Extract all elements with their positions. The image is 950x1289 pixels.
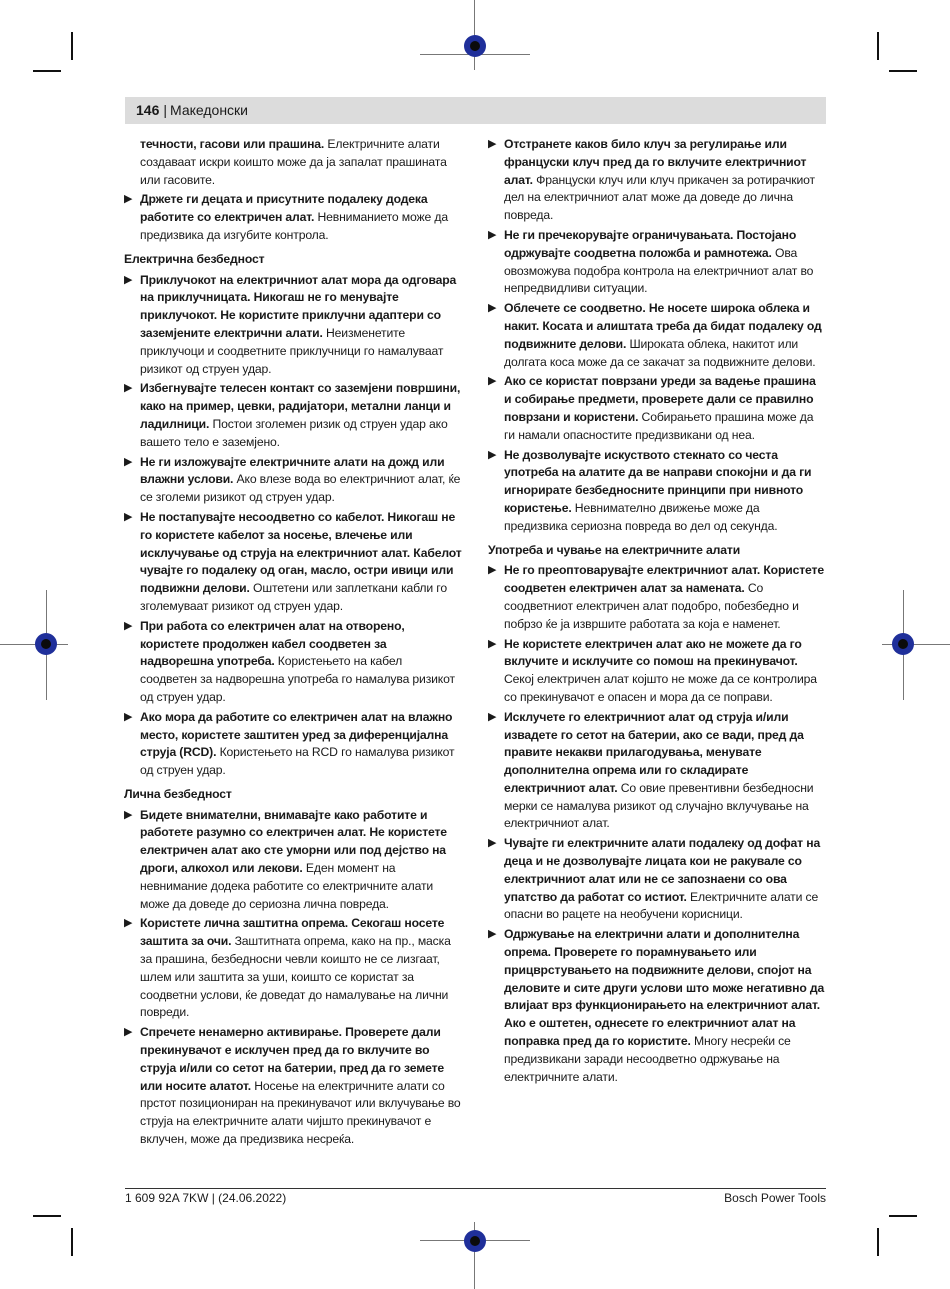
registration-target-top-icon <box>464 35 486 57</box>
crop-mark-top-right-h <box>889 70 917 72</box>
explanation-text: Електричните алати се опасни во рацете на необучени корисници. <box>504 889 819 922</box>
crop-mark-bottom-right-h <box>889 1215 917 1217</box>
section-heading: Лична безбедност <box>124 786 232 801</box>
bullet-triangle-icon: ▶ <box>488 710 497 723</box>
bullet-triangle-icon: ▶ <box>124 193 133 206</box>
bullet-item <box>488 709 826 834</box>
bold-instruction: Отстранете каков било клуч за регулирање или француски клуч пред да го вклучите електричниот алат. <box>504 137 807 187</box>
bullet-triangle-icon: ▶ <box>124 510 133 523</box>
bold-instruction: Не ги изложувајте електричните алати на дожд или влажни услови. <box>140 454 445 487</box>
explanation-text: Користењето на кабел соодветен за надворешна употреба го намалува ризикот од струен удар. <box>140 654 455 704</box>
bullet-item <box>488 926 826 1086</box>
bold-instruction: Бидете внимателни, внимавајте како работите и работете разумно со електричен алат. Не користете електричен алат ако сте уморни или под дејство на дроги, алкохол или лекови. <box>140 807 447 876</box>
bullet-triangle-icon: ▶ <box>488 448 497 461</box>
explanation-text: Со соодветниот електричен алат подобро, побезбедно и побрзо ќе ја извршите работата за која е наменет. <box>504 581 799 631</box>
bullet-item <box>124 618 462 707</box>
bullet-item <box>488 835 826 924</box>
bold-instruction: Ако се користат поврзани уреди за вадење прашина и собирање предмети, проверете дали се правилно поврзани и користени. <box>504 374 816 424</box>
explanation-text: Многу несреќи се предизвикани заради несоодветно одржување на електричните алати. <box>504 1034 791 1084</box>
explanation-text: Невнимателно движење може да предизвика сериозна повреда во дел од секунда. <box>504 500 778 533</box>
bullet-item <box>488 636 826 707</box>
bold-instruction: течности, гасови или прашина. <box>140 137 325 151</box>
bullet-triangle-icon: ▶ <box>488 302 497 315</box>
right-column <box>488 136 826 1088</box>
page-number: 146 <box>136 102 160 118</box>
footer-rule <box>125 1188 826 1189</box>
bullet-item <box>124 509 462 616</box>
crop-mark-top-right-v <box>877 32 879 60</box>
bold-instruction: Не користете електричен алат ако не можете да го вклучите и исклучите со помош на прекинувачот. <box>504 636 802 669</box>
section-heading: Употреба и чување на електричните алати <box>488 542 741 557</box>
bold-instruction: Исклучете го електричниот алат од струја и/или извадете го сетот на батерии, ако се вади, пред да правите некакви прилагодувања, менувате дополнителна опрема или го складирате електричниот алат. <box>504 709 804 795</box>
explanation-text: Француски клуч или клуч прикачен за ротирачкиот дел на електричниот алат може да доведе до лична повреда. <box>504 172 815 223</box>
bullet-triangle-icon: ▶ <box>124 273 133 286</box>
bullet-item <box>124 454 462 507</box>
explanation-text: Оштетени или заплеткани кабли го зголемуваат ризикот од струен удар. <box>140 581 447 613</box>
explanation-text: Невниманието може да предизвика да изгубите контрола. <box>140 210 448 242</box>
bullet-item <box>488 136 826 225</box>
crop-mark-bottom-left-v <box>71 1228 73 1256</box>
bullet-triangle-icon: ▶ <box>488 564 497 577</box>
footer-doc-code: 1 609 92A 7KW | (24.06.2022) <box>125 1191 287 1205</box>
bullet-item <box>124 1024 462 1149</box>
bullet-triangle-icon: ▶ <box>124 808 133 821</box>
explanation-text: Секој електричен алат којшто не може да се контролира со прекинувачот е опасен и мора да се поправи. <box>504 672 817 704</box>
bullet-item <box>488 562 826 633</box>
registration-target-right-icon <box>892 633 914 655</box>
section-heading: Електрична безбедност <box>124 251 265 266</box>
bullet-item <box>124 272 462 379</box>
crop-mark-top-left-v <box>71 32 73 60</box>
explanation-text: Неизменетите приклучоци и соодветните приклучници го намалуваат ризикот од струен удар. <box>140 325 444 376</box>
bullet-triangle-icon: ▶ <box>488 928 497 941</box>
bullet-triangle-icon: ▶ <box>124 455 133 468</box>
header-separator: | <box>163 102 167 118</box>
bold-instruction: Користете лична заштитна опрема. Секогаш носете заштита за очи. <box>140 916 445 949</box>
explanation-text: Широката облека, накитот или долгата коса може да се закачат за подвижните делови. <box>504 336 816 369</box>
crop-mark-bottom-right-v <box>877 1228 879 1256</box>
explanation-text: Користењето на RCD го намалува ризикот од струен удар. <box>140 745 455 778</box>
bold-instruction: Не го преоптоварувајте електричниот алат. Користете соодветен електричен алат за намената. <box>504 563 824 596</box>
bullet-item <box>124 807 462 914</box>
bullet-item <box>124 915 462 1022</box>
registration-target-left-icon <box>35 633 57 655</box>
bullet-item <box>488 373 826 444</box>
bold-instruction: Одржување на електрични алати и дополнителна опрема. Проверете го порамнувањето или прицврстувањето на подвижните делови, спојот на деловите и сите други услови што може негативно да влијаат врз функционирањето на електричниот алат. Ако е оштетен, однесете го електричниот алат на поправка пред да го користите. <box>504 927 825 1049</box>
bold-instruction: При работа со електричен алат на отворено, користете продолжен кабел соодветен за надворешна употреба. <box>140 618 405 669</box>
explanation-text: Ако влезе вода во електричниот алат, ќе се зголеми ризикот од струен удар. <box>140 472 461 505</box>
bold-instruction: Облечете се соодветно. Не носете широка облека и накит. Косата и алиштата треба да бидат подалеку од подвижните делови. <box>504 301 822 351</box>
bold-instruction: Чувајте ги електричните алати подалеку од дофат на деца и не дозволувајте лицата кои не ракувале со електричниот алат или не се запознаени со ова упатство да работат со истиот. <box>504 836 821 904</box>
bullet-triangle-icon: ▶ <box>124 619 133 632</box>
continued-paragraph <box>124 136 462 189</box>
bullet-item <box>488 227 826 298</box>
bullet-triangle-icon: ▶ <box>124 382 133 395</box>
explanation-text: Електричните алати создаваат искри коишто може да ја запалат прашината или гасовите. <box>140 137 447 187</box>
explanation-text: Заштитната опрема, како на пр., маска за прашина, безбедносни чевли коишто не се лизгаат, шлем или заштита за уши, коишто се користат за соодветни услови, ќе доведат до намалување на лични повреди. <box>140 934 451 1020</box>
footer-brand: Bosch Power Tools <box>724 1191 826 1205</box>
bullet-triangle-icon: ▶ <box>488 837 497 850</box>
explanation-text: Со овие превентивни безбедносни мерки се намалува ризикот од случајно вклучување на електричниот алат. <box>504 780 814 831</box>
page-header <box>136 102 248 118</box>
bullet-item <box>124 709 462 780</box>
bullet-item <box>124 191 462 244</box>
explanation-text: Собирањето прашина може да ги намали опасностите предизвикани од неа. <box>504 409 814 442</box>
registration-line-left-h <box>0 644 68 645</box>
bullet-triangle-icon: ▶ <box>488 375 497 388</box>
bullet-item <box>124 380 462 451</box>
bullet-item <box>488 300 826 371</box>
bullet-triangle-icon: ▶ <box>488 637 497 650</box>
page-language: Македонски <box>170 102 248 118</box>
explanation-text: Носење на електричните алати со прстот позициониран на прекинувачот или вклучување во струја на електричните алати чијшто прекинувачот е вклучен, може да предизвика несреќа. <box>140 1078 461 1147</box>
bold-instruction: Не постапувајте несоодветно со кабелот. Никогаш не го користете кабелот за носење, влечење или исклучување од струја на електричниот алат. Кабелот чувајте го подалеку од оган, масло, остри ивици или подвижни делови. <box>140 509 462 596</box>
bullet-item <box>488 447 826 536</box>
explanation-text: Постои зголемен ризик од струен удар ако вашето тело е заземјено. <box>140 416 448 449</box>
bullet-triangle-icon: ▶ <box>124 917 133 930</box>
bold-instruction: Држете ги децата и присутните подалеку додека работите со електричен алат. <box>140 192 428 225</box>
bold-instruction: Избегнувајте телесен контакт со заземјени површини, како на пример, цевки, радијатори, метални ланци и ладилници. <box>140 381 461 431</box>
bullet-triangle-icon: ▶ <box>124 710 133 723</box>
bold-instruction: Не ги пречекорувајте ограничувањата. Постојано одржувајте соодветна положба и рамнотежа. <box>504 227 797 260</box>
bullet-triangle-icon: ▶ <box>488 228 497 241</box>
left-column <box>124 136 462 1151</box>
explanation-text: Ова овозможува подобра контрола на електричниот алат во непредвидливи ситуации. <box>504 245 814 296</box>
bold-instruction: Спречете ненамерно активирање. Проверете дали прекинувачот е исклучен пред да го вклучите во струја и/или со сетот на батерии, пред да го земете или носите алатот. <box>140 1025 445 1093</box>
bold-instruction: Не дозволувајте искуството стекнато со честа употреба на алатите да ве направи спокојни и да ги игнорирате безбедносните принципи при нивното користење. <box>504 447 812 515</box>
registration-target-bottom-icon <box>464 1230 486 1252</box>
bullet-triangle-icon: ▶ <box>124 1026 133 1039</box>
explanation-text: Еден момент на невнимание додека работите со електричните алати може да доведе до сериозна лична повреда. <box>140 861 434 911</box>
bullet-triangle-icon: ▶ <box>488 138 497 150</box>
crop-mark-bottom-left-h <box>33 1215 61 1217</box>
bold-instruction: Ако мора да работите со електричен алат на влажно место, користете заштитен уред за диференцијална струја (RCD). <box>140 709 453 760</box>
bold-instruction: Приклучокот на електричниот алат мора да одговара на приклучницата. Никогаш не го менувајте приклучокот. Не користите приклучни адаптери со заземјените електрични алати. <box>140 272 457 340</box>
crop-mark-top-left-h <box>33 70 61 72</box>
